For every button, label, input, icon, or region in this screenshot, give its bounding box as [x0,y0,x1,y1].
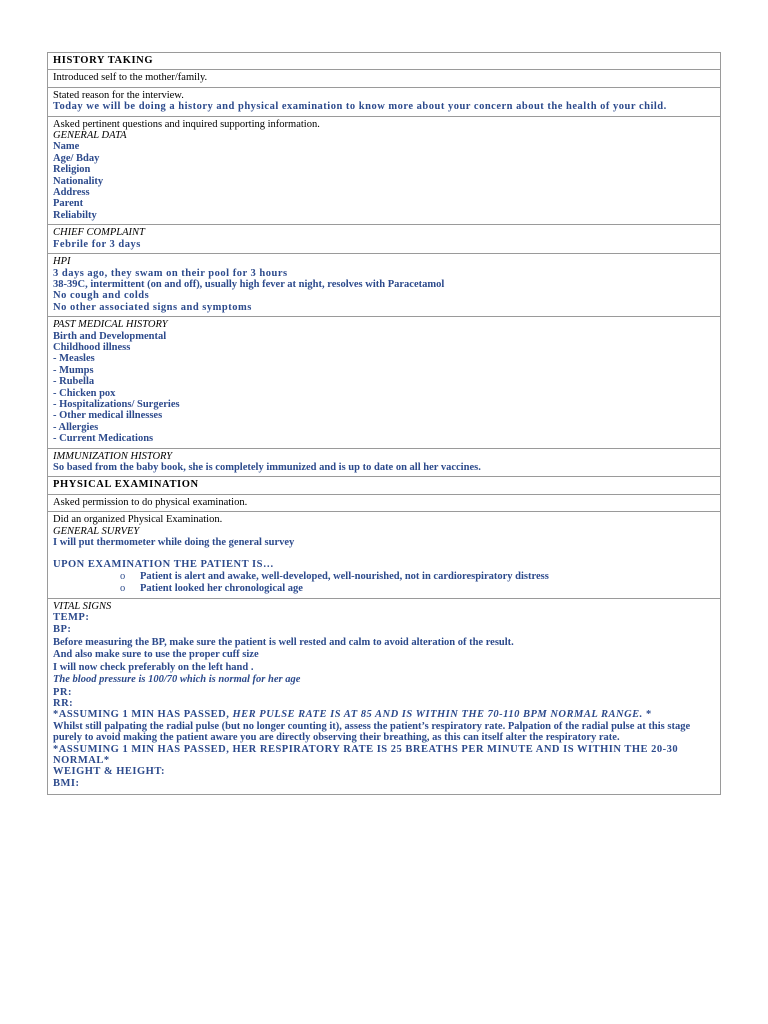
pmh-title: PAST MEDICAL HISTORY [53,319,168,331]
pmh-item: - Rubella [53,376,95,388]
general-data-title: GENERAL DATA [53,130,127,142]
immunization-cell [48,448,721,477]
chief-complaint-text: Febrile for 3 days [53,238,141,250]
pmh-line: Birth and Developmental [53,330,167,342]
pmh-item: - Allergies [53,421,99,433]
organized-label: Did an organized Physical Examination. [53,514,223,526]
weight-height-label: WEIGHT & HEIGHT: [53,766,166,778]
pmh-row [48,317,721,448]
pulse-italic: HER PULSE RATE IS AT 85 AND IS WITHIN THE 70-110 BPM NORMAL RANGE. [232,709,643,721]
spacer [53,548,715,559]
reason-label: Stated reason for the interview. [53,89,184,101]
chief-complaint-title: CHIEF COMPLAINT [53,227,145,239]
reason-row [48,87,721,116]
hpi-row [48,254,721,317]
pmh-item: - Hospitalizations/ Surgeries [53,398,180,410]
resp-note: Whilst still palpating the radial pulse (but no longer counting it), assess the patient’s respiratory rate. Palpation of the radial pulse at this stage purely to avoid making the patient aware you are directly observing their breathing, as this can itself alter the respiratory rate. [53,720,691,744]
reason-cell [48,87,721,116]
immunization-title: IMMUNIZATION HISTORY [53,450,173,462]
bullet-circle-icon: o [120,570,126,582]
chief-complaint-cell [48,225,721,254]
general-survey-title: GENERAL SURVEY [53,525,140,537]
general-data-item: Parent [53,198,84,210]
survey-item [53,571,715,582]
intro-cell [48,70,721,87]
hpi-line: No cough and colds [53,290,150,302]
pulse-suffix: * [645,709,652,721]
pmh-cell [48,317,721,448]
thermometer-text: I will put thermometer while doing the general survey [53,537,295,549]
history-heading-row [48,53,721,70]
pmh-item: - Chicken pox [53,387,116,399]
pmh-item: - Other medical illnesses [53,410,163,422]
reason-text: Today we will be doing a history and physical examination to know more about your concern about the health of your child. [53,101,667,113]
hpi-title: HPI [53,256,71,268]
immunization-text: So based from the baby book, she is completely immunized and is up to date on all her vaccines. [53,462,481,473]
bmi-label: BMI: [53,777,80,789]
hpi-line: 38-39C, intermittent (on and off), usually high fever at night, resolves with Paracetamol [53,278,445,290]
pertinent-label: Asked pertinent questions and inquired supporting information. [53,118,320,130]
pmh-item: - Mumps [53,364,94,376]
general-data-item: Age/ Bday [53,152,100,164]
immunization-row [48,448,721,477]
checklist-table [47,52,721,795]
bullet-circle-icon: o [120,583,126,595]
permission-row [48,494,721,511]
general-data-cell [48,116,721,225]
general-data-item: Name [53,141,80,153]
chief-complaint-row [48,225,721,254]
hpi-line: No other associated signs and symptoms [53,301,252,313]
hpi-cell [48,254,721,317]
survey-item [53,583,715,594]
bp-line: I will now check preferably on the left hand . [53,661,254,673]
resp-result: *ASSUMING 1 MIN HAS PASSED, HER RESPIRATORY RATE IS 25 BREATHS PER MINUTE AND IS WITHIN THE 20-30 NORMAL* [53,743,679,766]
rr-label: RR: [53,697,74,709]
vital-signs-cell [48,598,721,795]
pmh-item: - Measles [53,353,95,365]
intro-row [48,70,721,87]
pmh-item: - Current Medications [53,433,154,445]
pulse-prefix: *ASSUMING 1 MIN HAS PASSED, [53,709,230,721]
pmh-line: Childhood illness [53,341,131,353]
bp-line: Before measuring the BP, make sure the patient is well rested and calm to avoid alteration of the result. [53,636,514,648]
pr-label: PR: [53,686,72,698]
upon-exam-text: UPON EXAMINATION THE PATIENT IS… [53,559,274,571]
general-data-item: Reliabilty [53,209,97,221]
general-data-row [48,116,721,225]
bp-line: And also make sure to use the proper cuff size [53,649,259,661]
general-data-item: Address [53,187,90,199]
general-data-item: Nationality [53,175,104,187]
physical-heading-row [48,477,721,494]
vital-signs-title: VITAL SIGNS [53,600,112,612]
bp-result: The blood pressure is 100/70 which is normal for her age [53,674,301,686]
general-survey-cell [48,512,721,598]
general-data-item: Religion [53,164,91,176]
history-heading-text: HISTORY TAKING [53,55,154,66]
history-heading [48,53,721,70]
physical-heading-text: PHYSICAL EXAMINATION [53,479,199,491]
permission-text: Asked permission to do physical examination. [53,496,248,508]
survey-item-text: Patient is alert and awake, well-developed, well-nourished, not in cardiorespiratory distress [140,570,549,582]
pulse-result [53,709,715,720]
hpi-line: 3 days ago, they swam on their pool for 3 hours [53,267,288,279]
vital-signs-row [48,598,721,795]
survey-item-text: Patient looked her chronological age [140,583,303,595]
physical-heading [48,477,721,494]
temp-label: TEMP: [53,612,90,624]
intro-text: Introduced self to the mother/family. [53,72,208,84]
permission-cell [48,494,721,511]
general-survey-row [48,512,721,598]
bp-label: BP: [53,624,72,636]
